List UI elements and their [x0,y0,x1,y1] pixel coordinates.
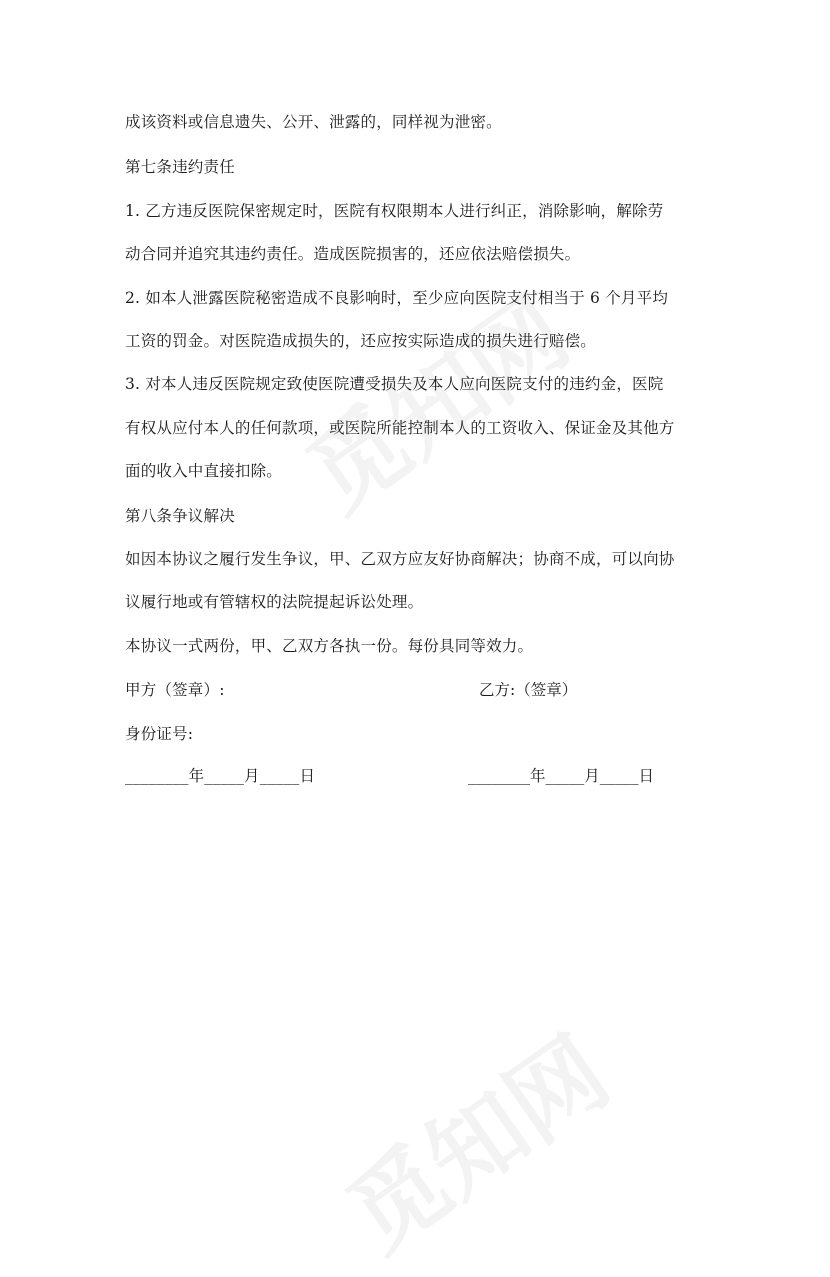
paragraph-line: 有权从应付本人的任何款项，或医院所能控制本人的工资收入、保证金及其他方 [125,419,675,437]
paragraph-line: 议履行地或有管辖权的法院提起诉讼处理。 [125,593,424,611]
id-number-label: 身份证号: [125,725,194,743]
paragraph-line: 动合同并追究其违约责任。造成医院损害的，还应依法赔偿损失。 [125,245,581,263]
paragraph-line: 如因本协议之履行发生争议，甲、乙双方应友好协商解决；协商不成，可以向协 [125,550,675,568]
party-a-signature-label: 甲方（签章）: [125,681,225,699]
paragraph-line: 1. 乙方违反医院保密规定时，医院有权限期本人进行纠正，消除影响，解除劳 [125,202,664,220]
party-b-date-line: ________年_____月_____日 [468,767,655,785]
paragraph-line: 2. 如本人泄露医院秘密造成不良影响时，至少应向医院支付相当于 6 个月平均 [125,289,669,307]
section-heading: 第七条违约责任 [125,158,235,176]
paragraph-line: 工资的罚金。对医院造成损失的，还应按实际造成的损失进行赔偿。 [125,332,597,350]
party-a-date-line: ________年_____月_____日 [125,767,316,785]
paragraph-line: 成该资料或信息遗失、公开、泄露的，同样视为泄密。 [125,113,502,131]
party-b-signature-label: 乙方:（签章） [479,681,578,699]
section-heading: 第八条争议解决 [125,507,235,525]
paragraph-line: 本协议一式两份，甲、乙双方各执一份。每份具同等效力。 [125,637,534,655]
watermark [317,1000,631,1277]
paragraph-line: 3. 对本人违反医院规定致使医院遭受损失及本人应向医院支付的违约金，医院 [125,375,664,393]
paragraph-line: 面的收入中直接扣除。 [125,462,283,480]
